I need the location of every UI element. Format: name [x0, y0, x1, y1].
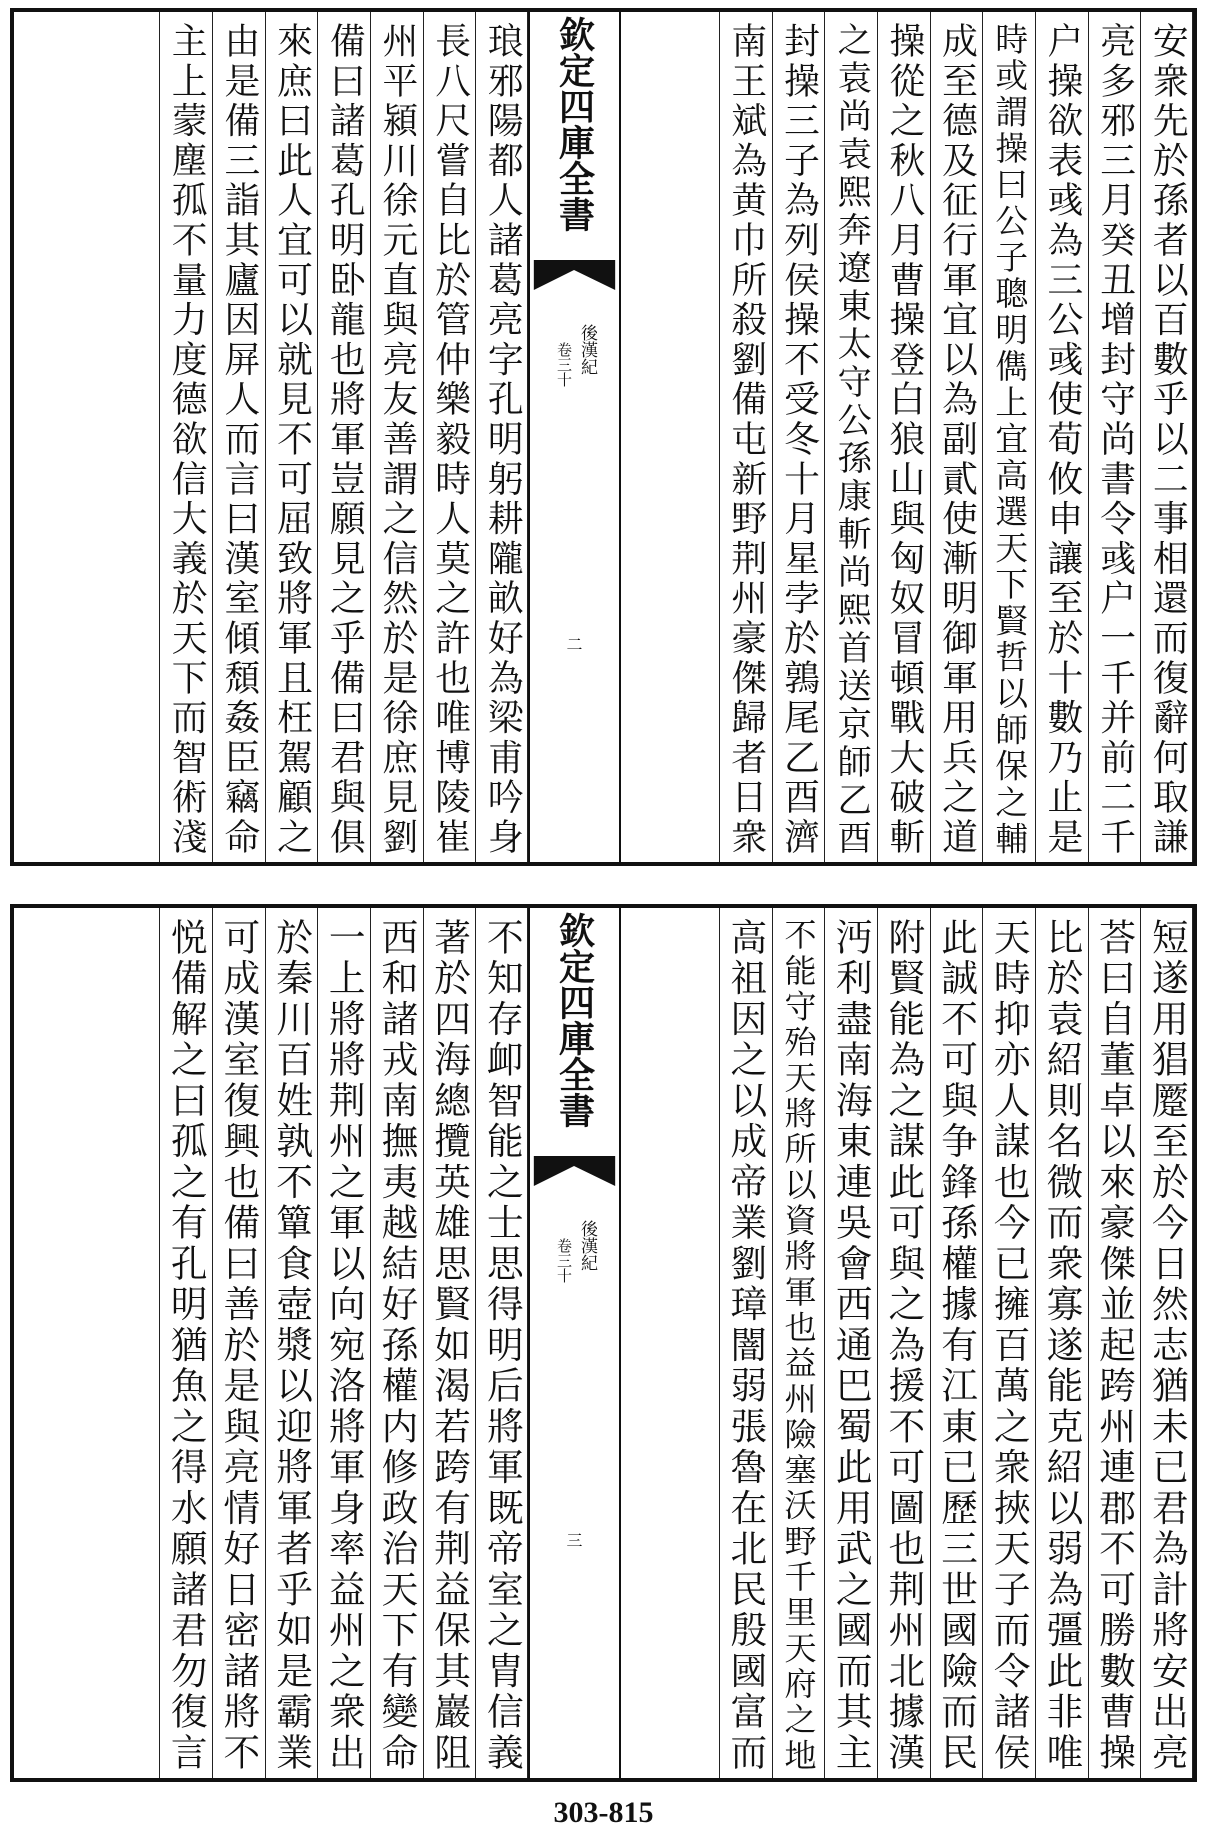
text-column	[877, 908, 930, 1778]
column-text: 操從之秋八月曹操登白狼山與匈奴冒頓戰大破斬	[883, 22, 925, 858]
text-column	[877, 12, 930, 862]
text-column	[772, 12, 825, 862]
column-text: 悦備解之曰孤之有孔明猶魚之得水願諸君勿復言	[165, 918, 209, 1774]
volume-number: 卷三十	[555, 342, 573, 387]
column-text: 之袁尚袁熙奔遼東太守公孫康斬尚熙首送京師乙酉	[831, 22, 872, 858]
text-column	[212, 12, 265, 862]
text-column	[159, 908, 212, 1778]
text-column	[772, 908, 825, 1778]
text-column	[930, 12, 983, 862]
column-text: 天時抑亦人謀也今已擁百萬之衆挾天子而令諸侯	[988, 918, 1032, 1774]
text-column	[982, 908, 1035, 1778]
text-column	[1035, 908, 1088, 1778]
text-column	[212, 908, 265, 1778]
page-number: 303-815	[553, 1796, 654, 1829]
column-text: 封操三子為列侯操不受冬十月星孛於鶉尾乙酉濟	[778, 22, 820, 858]
bottom-page	[10, 904, 1197, 1782]
column-text: 由是備三詣其廬因屏人而言曰漢室傾頹姦臣竊命	[218, 22, 260, 858]
column-text: 高祖因之以成帝業劉璋闇弱張魯在北民殷國富而	[724, 918, 768, 1774]
text-column	[824, 12, 877, 862]
column-text: 安衆先於孫者以百數乎以二事相還而復辭何取謙	[1147, 22, 1189, 858]
center-fold	[528, 12, 621, 862]
bottom-right-half	[613, 908, 1193, 1778]
column-text: 比於袁紹則名微而衆寡遂能克紹以弱為彊此非唯	[1040, 918, 1084, 1774]
text-column	[475, 12, 528, 862]
column-text: 州平潁川徐元直與亮友善謂之信然於是徐庶見劉	[376, 22, 418, 858]
book-title: 後漢紀	[577, 1220, 597, 1271]
text-column	[1140, 12, 1193, 862]
text-column	[1035, 12, 1088, 862]
fish-tail-mark-icon	[530, 1156, 619, 1186]
text-column	[370, 908, 423, 1778]
top-left-half	[14, 12, 528, 862]
column-text: 附賢能為之謀此可與之為援不可圖也荆州北據漢	[882, 918, 926, 1774]
column-text: 一上將將荆州之軍以向宛洛將軍身率益州之衆出	[323, 918, 367, 1774]
bottom-left-half	[14, 908, 528, 1778]
column-text: 亮多邪三月癸丑增封守尚書令彧户一千并前二千	[1094, 22, 1136, 858]
column-text: 來庶曰此人宜可以就見不可屈致將軍且枉駕顧之	[271, 22, 313, 858]
text-column	[1140, 908, 1193, 1778]
center-fold	[528, 908, 621, 1778]
text-column	[719, 12, 772, 862]
text-column	[475, 908, 528, 1778]
text-column	[1088, 12, 1141, 862]
fish-tail-mark-icon	[530, 260, 619, 290]
top-page	[10, 8, 1197, 866]
leaf-number: 二	[566, 635, 583, 654]
leaf-number: 三	[566, 1531, 583, 1550]
column-text: 沔利盡南海東連吳會西通巴蜀此用武之國而其主	[830, 918, 874, 1774]
text-column	[317, 908, 370, 1778]
text-column	[982, 12, 1035, 862]
book-title: 後漢紀	[577, 324, 597, 375]
text-column	[265, 908, 318, 1778]
column-text: 不能守殆天將所以資將軍也益州險塞沃野千里天府之地	[779, 918, 818, 1774]
text-column	[265, 12, 318, 862]
collection-title: 欽定四庫全書	[553, 912, 596, 1128]
column-text: 户操欲表彧為三公彧使荀攸申讓至於十數乃止是	[1041, 22, 1083, 858]
text-column	[930, 908, 983, 1778]
column-text: 於秦川百姓孰不簞食壺漿以迎將軍者乎如是霸業	[270, 918, 314, 1774]
text-column	[1088, 908, 1141, 1778]
top-right-half	[613, 12, 1193, 862]
text-column	[719, 908, 772, 1778]
text-column	[370, 12, 423, 862]
column-text: 時或謂操曰公子聰明儁上宜高選天下賢哲以師保之輔	[990, 22, 1029, 858]
column-text: 荅曰自董卓以來豪傑並起跨州連郡不可勝數曹操	[1093, 918, 1137, 1774]
column-text: 短遂用猖蹷至於今日然志猶未已君為計將安出亮	[1146, 918, 1190, 1774]
column-text: 備曰諸葛孔明卧龍也將軍豈願見之乎備曰君與俱	[324, 22, 366, 858]
collection-title: 欽定四庫全書	[553, 16, 596, 232]
column-text: 可成漢室復興也備曰善於是與亮情好日密諸將不	[217, 918, 261, 1774]
column-text: 著於四海總攬英雄思賢如渴若跨有荆益保其巖阻	[428, 918, 472, 1774]
column-text: 琅邪陽都人諸葛亮字孔明躬耕隴畝好為梁甫吟身	[482, 22, 524, 858]
text-column	[423, 12, 476, 862]
text-column	[423, 908, 476, 1778]
column-text: 此誠不可與争鋒孫權據有江東已歷三世國險而民	[935, 918, 979, 1774]
column-text: 南王斌為黄巾所殺劉備屯新野荆州豪傑歸者日衆	[725, 22, 767, 858]
column-text: 不知存卹智能之士思得明后將軍既帝室之胄信義	[481, 918, 525, 1774]
column-text: 西和諸戎南撫夷越結好孫權内修政治天下有變命	[375, 918, 419, 1774]
column-text: 成至德及征行軍宜以為副貳使漸明御軍用兵之道	[936, 22, 978, 858]
text-column	[824, 908, 877, 1778]
column-text: 長八尺嘗自比於管仲樂毅時人莫之許也唯博陵崔	[429, 22, 471, 858]
text-column	[317, 12, 370, 862]
volume-number: 卷三十	[555, 1238, 573, 1283]
text-column	[159, 12, 212, 862]
column-text: 主上蒙塵孤不量力度德欲信大義於天下而智術淺	[166, 22, 208, 858]
